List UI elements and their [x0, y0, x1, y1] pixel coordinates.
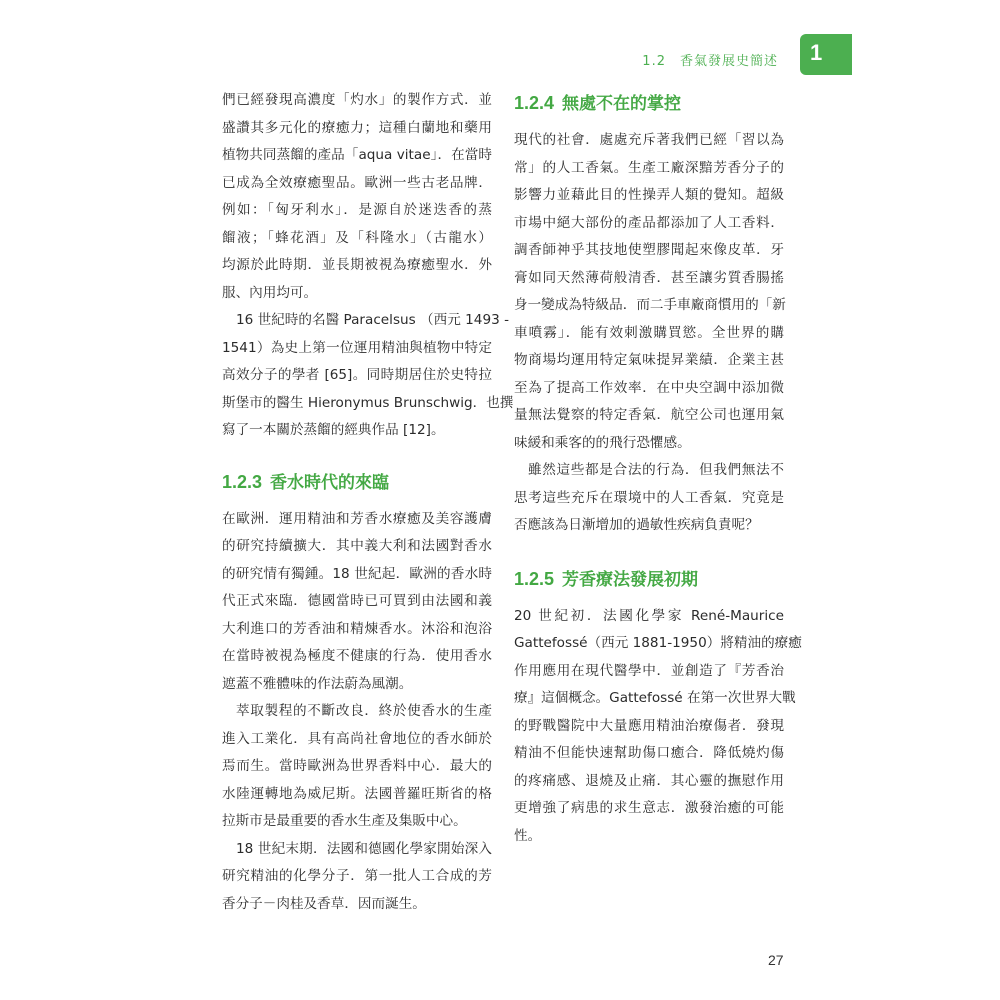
- text-line: 性。: [514, 827, 542, 844]
- text-line: 精油不但能快速幫助傷口癒合．降低燒灼傷: [514, 745, 784, 761]
- text-line: 膏如同天然薄荷般清香．甚至讓劣質香腸搖: [514, 269, 784, 286]
- chapter-tab: 1: [800, 34, 852, 75]
- text-line: 焉而生。當時歐洲為世界香料中心．最大的: [222, 758, 492, 774]
- text-line: 20 世紀初．法國化學家 René-Maurice: [514, 607, 784, 624]
- text-line: 量無法覺察的特定香氣．航空公司也運用氣: [514, 407, 784, 423]
- text-line: 物商場均運用特定氣味提昇業績．企業主甚: [514, 352, 784, 368]
- section-heading: [222, 468, 492, 496]
- text-line: 車噴霧」．能有效刺激購買慾。全世界的購: [514, 324, 784, 341]
- text-line: 進入工業化．具有高尚社會地位的香水師於: [222, 730, 492, 747]
- paragraph: [514, 457, 784, 540]
- text-line: 調香師神乎其技地使塑膠聞起來像皮革．牙: [514, 242, 784, 258]
- paragraph: [514, 603, 802, 851]
- header-section-title: 香氣發展史簡述: [679, 54, 778, 69]
- page-number: 27: [768, 952, 784, 968]
- text-line: 在當時被視為極度不健康的行為．使用香水: [222, 648, 492, 664]
- text-line: 身一變成為特級品．而二手車廠商慣用的「新: [514, 297, 786, 313]
- text-line: 的疼痛感、退燒及止痛．其心靈的撫慰作用: [514, 772, 784, 789]
- text-line: 至為了提高工作效率．在中央空調中添加微: [514, 379, 784, 396]
- text-line: 否應該為日漸增加的過敏性疾病負責呢？: [514, 517, 759, 533]
- text-line: 常」的人工香氣。生產工廠深黯芳香分子的: [514, 159, 784, 176]
- text-line: 更增強了病患的求生意志．激發治癒的可能: [514, 800, 784, 816]
- text-line: 遮蓋不雅體味的作法蔚為風潮。: [222, 675, 413, 692]
- text-line: 思考這些充斥在環境中的人工香氣．究竟是: [514, 489, 784, 506]
- section-heading: [514, 565, 784, 593]
- text-line: 市場中絕大部份的產品都添加了人工香料．: [514, 214, 784, 231]
- text-line: 作用應用在現代醫學中．並創造了『芳香治: [514, 662, 784, 679]
- text-line: 餾液；「蜂花酒」及「科隆水」（古龍水）: [222, 229, 492, 246]
- section-number: 1.2.5: [514, 568, 555, 589]
- text-line: 的野戰醫院中大量應用精油治療傷者．發現: [514, 717, 784, 734]
- text-line: 味緩和乘客的的飛行恐懼感。: [514, 434, 691, 451]
- text-line: 代正式來臨．德國當時已可買到由法國和義: [222, 593, 492, 609]
- section-number: 1.2.4: [514, 93, 555, 113]
- section-title: 無處不在的掌控: [562, 94, 682, 114]
- paragraph: [222, 87, 492, 307]
- section-title: 芳香療法發展初期: [562, 569, 699, 590]
- header-section-number: 1.2: [642, 54, 666, 69]
- text-line: 萃取製程的不斷改良．終於使香水的生產: [236, 703, 492, 719]
- text-line: 已成為全效療癒聖品。歐洲一些古老品牌．: [222, 174, 492, 191]
- text-line: 均源於此時期．並長期被視為療癒聖水．外: [222, 257, 492, 273]
- paragraph: [222, 698, 492, 836]
- text-line: 寫了一本關於蒸餾的經典作品 [12]。: [222, 422, 445, 438]
- text-line: 拉斯市是最重要的香水生產及集販中心。: [222, 813, 467, 829]
- text-line: 的研究持續擴大．其中義大利和法國對香水: [222, 538, 492, 554]
- text-line: 植物共同蒸餾的產品「aqua vitae」．在當時: [222, 147, 492, 163]
- text-line: 例如：「匈牙利水」．是源自於迷迭香的蒸: [222, 202, 492, 218]
- text-line: 研究精油的化學分子．第一批人工合成的芳: [222, 868, 492, 884]
- text-line: 服、內用均可。: [222, 284, 318, 301]
- text-line: 高效分子的學者 [65]。同時期居住於史特拉: [222, 367, 492, 383]
- text-line: Gattefossé（西元 1881-1950）將精油的療癒: [514, 635, 802, 651]
- text-line: 香分子－肉桂及香草．因而誕生。: [222, 895, 426, 912]
- text-line: 雖然這些都是合法的行為．但我們無法不: [528, 462, 784, 478]
- text-line: 水陸運轉地為威尼斯。法國普羅旺斯省的格: [222, 785, 492, 802]
- right-column: [514, 89, 802, 850]
- text-line: 盛讚其多元化的療癒力；這種白蘭地和藥用: [222, 119, 492, 136]
- paragraph: [222, 307, 514, 445]
- section-title: 香水時代的來臨: [270, 472, 390, 493]
- text-line: 們已經發現高濃度「灼水」的製作方式．並: [222, 92, 492, 108]
- text-line: 影響力並藉此目的性操弄人類的覺知。超級: [514, 187, 784, 203]
- section-heading: [514, 89, 784, 117]
- text-line: 在歐洲．運用精油和芳香水療癒及美容護膚: [222, 510, 492, 527]
- text-line: 1541）為史上第一位運用精油與植物中特定: [222, 339, 492, 356]
- text-line: 的研究情有獨鍾。18 世紀起．歐洲的香水時: [222, 565, 492, 582]
- text-line: 16 世紀時的名醫 Paracelsus （西元 1493 -: [236, 312, 509, 328]
- left-column: [222, 87, 514, 918]
- text-line: 療』這個概念。Gattefossé 在第一次世界大戰: [514, 690, 796, 706]
- paragraph: [222, 506, 492, 699]
- text-line: 斯堡市的醫生 Hieronymus Brunschwig．也撰: [222, 394, 514, 411]
- paragraph: [222, 836, 492, 919]
- text-line: 現代的社會．處處充斥著我們已經「習以為: [514, 132, 784, 148]
- paragraph: [514, 127, 784, 457]
- section-number: 1.2.3: [222, 471, 263, 492]
- text-line: 18 世紀末期．法國和德國化學家開始深入: [236, 840, 492, 857]
- text-line: 大利進口的芳香油和精煉香水。沐浴和泡浴: [222, 620, 492, 637]
- running-header: [642, 50, 778, 69]
